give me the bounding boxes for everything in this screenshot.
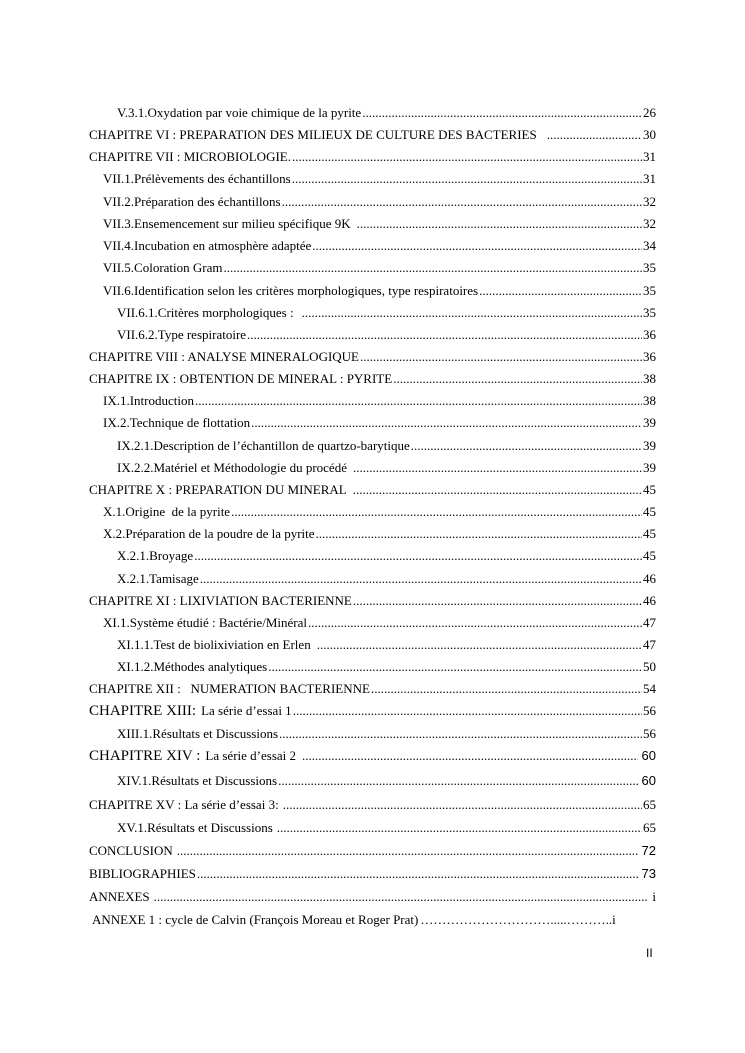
toc-leader [277, 820, 642, 836]
toc-leader [195, 393, 642, 409]
toc-entry-title: Prélèvements des échantillons [134, 171, 291, 186]
toc-entry-title: CHAPITRE VI : PREPARATION DES MILIEUX DE CULTURE DES BACTERIES [89, 127, 537, 142]
toc-entry-page: 35 [643, 260, 656, 275]
toc-entry-number: VII.5. [103, 260, 135, 275]
toc-entry [0, 194, 745, 210]
toc-entry [0, 703, 745, 719]
toc-entry-title: Broyage [149, 548, 194, 563]
toc-entry-page: 60 [641, 773, 656, 788]
toc-entry [0, 820, 745, 836]
toc-entry-page: 72 [641, 843, 656, 858]
toc-entry [0, 866, 745, 882]
toc-entry-page: 73 [641, 866, 656, 881]
toc-entry-number: V.3.1. [117, 105, 148, 120]
toc-entry-title: Tamisage [149, 571, 199, 586]
toc-entry-page: 36 [643, 349, 656, 364]
toc-entry [0, 726, 745, 742]
toc-entry-page: 56 [643, 726, 656, 741]
toc-entry-title: Système étudié : Bactérie/Minéral [129, 615, 307, 630]
toc-entry-title: Identification selon les critères morphologiques, type respiratoires [134, 283, 479, 298]
toc-entry-number: X.2. [103, 526, 126, 541]
toc-entry-page: 54 [643, 681, 656, 696]
toc-leader [224, 260, 642, 276]
toc-entry [0, 797, 745, 813]
toc-entry-page: 65 [643, 797, 656, 812]
toc-entry [0, 889, 745, 905]
toc-entry-title: Test de biolixiviation en Erlen [153, 637, 311, 652]
toc-entry-page: 45 [643, 482, 656, 497]
toc-entry [0, 460, 745, 476]
toc-entry-page: i [652, 889, 656, 904]
toc-entry [0, 615, 745, 631]
toc-entry-number: XI.1.2. [117, 659, 154, 674]
toc-entry-number: IX.2.2. [117, 460, 154, 475]
toc-entry-chapter: CHAPITRE XIII: [89, 703, 197, 719]
toc-entry-title: Origine de la pyrite [125, 504, 231, 519]
toc-entry-title: CHAPITRE XII : NUMERATION BACTERIENNE [89, 681, 370, 696]
toc-entry-number: VII.3. [103, 216, 135, 231]
toc-entry-page: 32 [643, 216, 656, 231]
toc-entry-number: XI.1. [103, 615, 130, 630]
toc-entry-title: CONCLUSION [89, 843, 173, 858]
toc-leader [479, 283, 642, 299]
toc-leader [316, 526, 642, 542]
toc-entry-title: Méthodes analytiques [153, 659, 268, 674]
toc-entry-page: 32 [643, 194, 656, 209]
toc-entry-page: 31 [643, 171, 656, 186]
toc-entry-number: IX.2. [103, 415, 130, 430]
toc-entry-title: La série d’essai 1 [201, 703, 292, 718]
toc-entry-page: 45 [643, 526, 656, 541]
toc-entry-title: Description de l’échantillon de quartzo-barytique [153, 438, 410, 453]
toc-leader [360, 349, 642, 365]
toc-entry-title: CHAPITRE VII : MICROBIOLOGIE. [89, 149, 291, 164]
toc-entry-page: 31 [643, 149, 656, 164]
toc-leader [393, 371, 642, 387]
toc-leader [268, 659, 642, 675]
toc-entry [0, 260, 745, 276]
toc-entry [0, 773, 745, 789]
toc-entry [0, 305, 745, 321]
toc-entry-page: 46 [643, 571, 656, 586]
toc-entry-page: i [612, 912, 616, 927]
toc-entry-page: 38 [643, 371, 656, 386]
toc-entry [0, 393, 745, 409]
toc-entry-page: 56 [643, 703, 656, 718]
toc-entry-title: Critères morphologiques : [157, 305, 294, 320]
toc-entry-title: CHAPITRE XI : LIXIVIATION BACTERIENNE [89, 593, 352, 608]
toc-entry-title: CHAPITRE XV : La série d’essai 3: [89, 797, 279, 812]
toc-entry-page: 36 [643, 327, 656, 342]
toc-entry-page: 47 [643, 637, 656, 652]
toc-entry-number: XI.1.1. [117, 637, 154, 652]
toc-entry-number: VII.1. [103, 171, 135, 186]
toc-entry-title: Introduction [129, 393, 194, 408]
toc-leader [154, 889, 649, 905]
toc-entry-page: 47 [643, 615, 656, 630]
toc-entry-page: 60 [641, 748, 656, 763]
toc-entry [0, 283, 745, 299]
toc-leader [247, 327, 642, 343]
toc-entry [0, 659, 745, 675]
toc-leader: ………………………….....……….. [420, 912, 613, 927]
toc-entry-title: Type respiratoire [157, 327, 247, 342]
toc-entry [0, 105, 745, 121]
toc-entry-title: CHAPITRE VIII : ANALYSE MINERALOGIQUE [89, 349, 359, 364]
toc-entry-number: X.1. [103, 504, 126, 519]
toc-entry-title: Oxydation par voie chimique de la pyrite [147, 105, 362, 120]
toc-entry [0, 504, 745, 520]
toc-entry-page: 50 [643, 659, 656, 674]
toc-leader [194, 548, 642, 564]
toc-leader [547, 127, 642, 143]
toc-leader [317, 637, 642, 653]
toc-entry-number: VII.6. [103, 283, 135, 298]
toc-leader [251, 415, 642, 431]
toc-leader [293, 703, 642, 719]
toc-leader [200, 571, 642, 587]
toc-leader [292, 149, 642, 165]
toc-entry [0, 637, 745, 653]
toc-entry [0, 526, 745, 542]
toc-entry-number: IX.2.1. [117, 438, 154, 453]
toc-entry [0, 438, 745, 454]
toc-entry-page: 34 [643, 238, 656, 253]
toc-entry-page: 26 [643, 105, 656, 120]
toc-leader [411, 438, 642, 454]
toc-entry-page: 35 [643, 305, 656, 320]
toc-leader [302, 748, 638, 764]
toc-entry-title: XV.1.Résultats et Discussions [117, 820, 273, 835]
toc-leader [279, 726, 642, 742]
toc-entry-number: VII.6.2. [117, 327, 158, 342]
toc-entry-title: Coloration Gram [134, 260, 223, 275]
toc-leader [353, 593, 642, 609]
page-number: II [646, 946, 653, 960]
toc-entry-title: ANNEXES [89, 889, 150, 904]
toc-entry-title: Matériel et Méthodologie du procédé [153, 460, 347, 475]
toc-entry [0, 149, 745, 165]
toc-entry [0, 843, 745, 859]
toc-entry [0, 127, 745, 143]
toc-entry-number: VII.6.1. [117, 305, 158, 320]
toc-entry-page: 46 [643, 593, 656, 608]
toc-leader [292, 171, 642, 187]
toc-entry [0, 548, 745, 564]
toc-entry-title: Technique de flottation [129, 415, 251, 430]
toc-leader [371, 681, 642, 697]
toc-leader [308, 615, 642, 631]
toc-leader [353, 482, 642, 498]
toc-entry-number: VII.2. [103, 194, 135, 209]
toc-entry-title: BIBLIOGRAPHIES [89, 866, 196, 881]
toc-leader [283, 797, 642, 813]
toc-entry-number: X.2.1. [117, 548, 150, 563]
toc-entry-chapter: CHAPITRE XIV : [89, 748, 201, 764]
toc-entry-title: XIV.1.Résultats et Discussions [117, 773, 278, 788]
toc-entry [0, 912, 745, 928]
toc-entry-title: La série d’essai 2 [205, 748, 297, 763]
toc-entry-page: 45 [643, 548, 656, 563]
toc-entry-page: 38 [643, 393, 656, 408]
toc-leader [312, 238, 642, 254]
toc-leader [302, 305, 642, 321]
toc-entry [0, 415, 745, 431]
toc-entry-page: 65 [643, 820, 656, 835]
toc-entry-title: CHAPITRE IX : OBTENTION DE MINERAL : PYRITE [89, 371, 393, 386]
toc-entry-page: 39 [643, 460, 656, 475]
toc-leader [353, 460, 642, 476]
toc-entry-number: VII.4. [103, 238, 135, 253]
toc-entry-title: Incubation en atmosphère adaptée [134, 238, 312, 253]
toc-entry [0, 681, 745, 697]
toc-entry [0, 327, 745, 343]
toc-entry-title: CHAPITRE X : PREPARATION DU MINERAL [89, 482, 347, 497]
toc-entry-page: 35 [643, 283, 656, 298]
toc-entry-page: 45 [643, 504, 656, 519]
toc-entry [0, 171, 745, 187]
toc-entry-title: Ensemencement sur milieu spécifique 9K [134, 216, 351, 231]
toc-entry-page: 39 [643, 438, 656, 453]
toc-entry [0, 482, 745, 498]
toc-entry [0, 349, 745, 365]
toc-entry-title: Préparation des échantillons [134, 194, 281, 209]
toc-entry [0, 571, 745, 587]
toc-leader [278, 773, 637, 789]
toc-entry-number: X.2.1. [117, 571, 150, 586]
toc-entry [0, 593, 745, 609]
toc-leader [282, 194, 642, 210]
toc-entry-number: IX.1. [103, 393, 130, 408]
toc-entry-page: 30 [643, 127, 656, 142]
toc-entry-title: ANNEXE 1 : cycle de Calvin (François Moreau et Roger Prat) [92, 912, 419, 927]
toc-entry-title: XIII.1.Résultats et Discussions [117, 726, 279, 741]
toc-entry [0, 371, 745, 387]
toc-entry [0, 748, 745, 764]
toc-leader [357, 216, 642, 232]
toc-entry [0, 216, 745, 232]
toc-leader [231, 504, 642, 520]
toc-entry-page: 39 [643, 415, 656, 430]
toc-entry-title: Préparation de la poudre de la pyrite [125, 526, 315, 541]
toc-entry [0, 238, 745, 254]
toc-leader [197, 866, 638, 882]
toc-leader [177, 843, 638, 859]
toc-leader [362, 105, 642, 121]
